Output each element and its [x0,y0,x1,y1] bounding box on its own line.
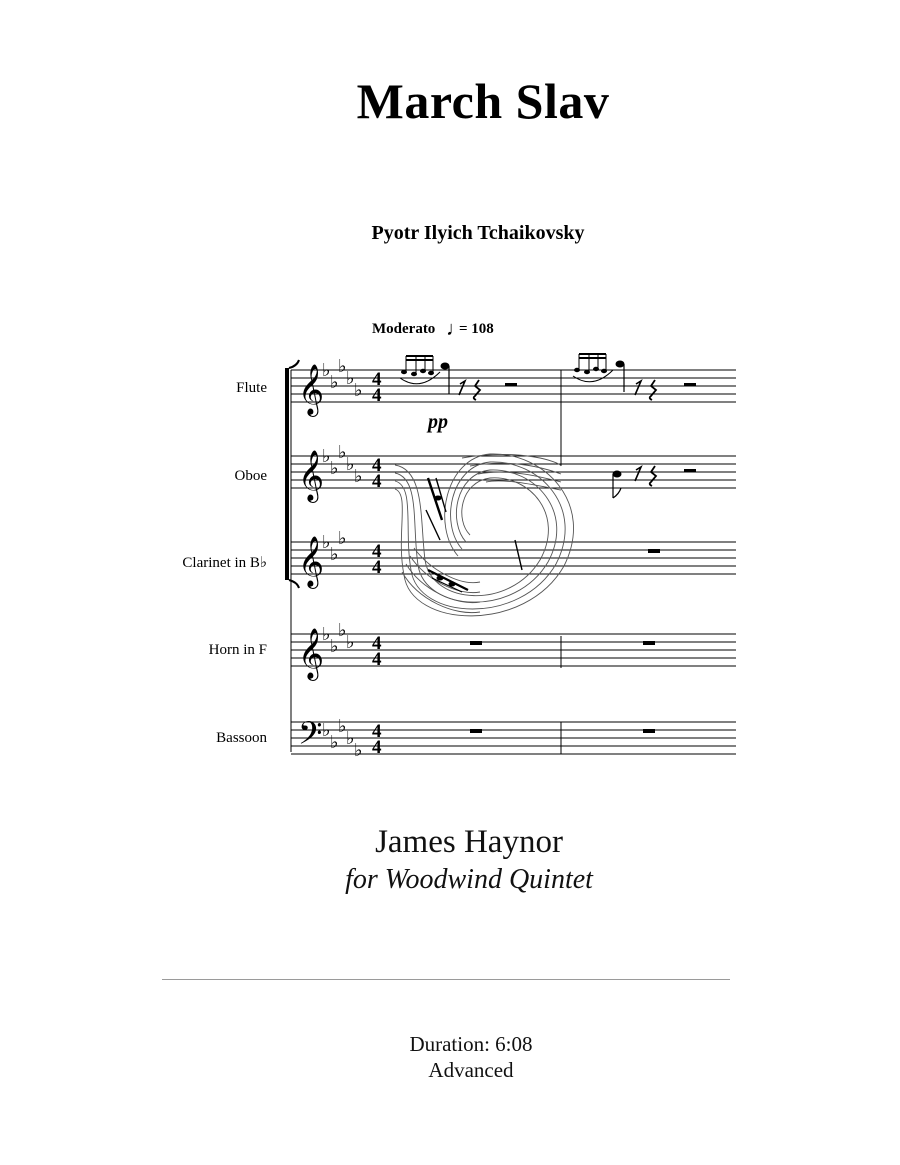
flat-icon: ♭ [354,380,363,400]
oboe-measure-2 [613,466,697,498]
flat-icon: ♭ [346,368,355,388]
dynamic-marking: pp [428,411,448,433]
time-signature-top: 4 [372,455,382,476]
flat-icon: ♭ [346,728,355,748]
time-signature-top: 4 [372,369,382,390]
flat-icon: ♭ [354,466,363,486]
bassoon-whole-rest-2 [643,729,655,733]
flat-icon: ♭ [330,458,339,478]
staff-clarinet [291,528,736,589]
treble-clef-icon: 𝄞 [298,628,325,679]
flat-icon: ♭ [338,528,347,548]
instrument-label-oboe: Oboe [234,468,267,484]
divider-line [162,979,730,980]
horn-whole-rest-2 [643,641,655,645]
flat-icon: ♭ [338,716,347,736]
time-signature-bottom: 4 [372,471,382,492]
staff-horn [291,620,736,681]
difficulty-level: Advanced [428,1058,514,1082]
time-signature-top: 4 [372,541,382,562]
flat-icon: ♭ [322,532,331,552]
time-signature-bottom: 4 [372,737,382,758]
instrument-label-flute: Flute [236,380,267,396]
treble-clef-icon: 𝄞 [298,364,325,415]
time-signature-bottom: 4 [372,385,382,406]
instrument-label-horn: Horn in F [208,642,267,658]
flat-icon: ♭ [346,454,355,474]
flat-icon: ♭ [354,740,363,760]
swirl-note-fragments [426,478,522,592]
flat-icon: ♭ [322,624,331,644]
staff-bassoon [291,715,736,760]
flat-icon: ♭ [322,720,331,740]
instrument-label-bassoon: Bassoon [216,730,267,746]
clarinet-whole-rest [648,549,660,553]
flat-icon: ♭ [330,636,339,656]
time-signature-bottom: 4 [372,649,382,670]
bass-clef-icon: 𝄢 [298,715,323,759]
staff-flute [291,356,736,417]
arranger-name: James Haynor [375,824,563,860]
instrument-label-clarinet: Clarinet in B♭ [182,555,267,571]
tempo-marking: Moderato [372,321,436,337]
flat-icon: ♭ [322,360,331,380]
treble-clef-icon: 𝄞 [298,536,325,587]
time-signature-top: 4 [372,633,382,654]
flat-icon: ♭ [346,632,355,652]
horn-whole-rest-1 [470,641,482,645]
treble-clef-icon: 𝄞 [298,450,325,501]
flat-icon: ♭ [338,620,347,640]
time-signature-top: 4 [372,721,382,742]
flat-icon: ♭ [330,544,339,564]
swirl-distortion [395,454,574,616]
piece-title: March Slav [356,73,610,129]
quarter-note-icon: ♩ [446,318,466,340]
composer-name: Pyotr Ilyich Tchaikovsky [371,222,585,244]
flat-icon: ♭ [330,372,339,392]
flat-icon: ♭ [322,446,331,466]
flat-icon: ♭ [338,356,347,376]
tempo-bpm: = 108 [459,321,494,337]
flute-measure-2 [573,354,696,400]
duration-text: Duration: 6:08 [409,1032,533,1056]
time-signature-bottom: 4 [372,557,382,578]
ensemble-subtitle: for Woodwind Quintet [345,864,593,895]
flat-icon: ♭ [338,442,347,462]
system-bracket [285,368,289,580]
bassoon-whole-rest-1 [470,729,482,733]
flat-icon: ♭ [330,732,339,752]
